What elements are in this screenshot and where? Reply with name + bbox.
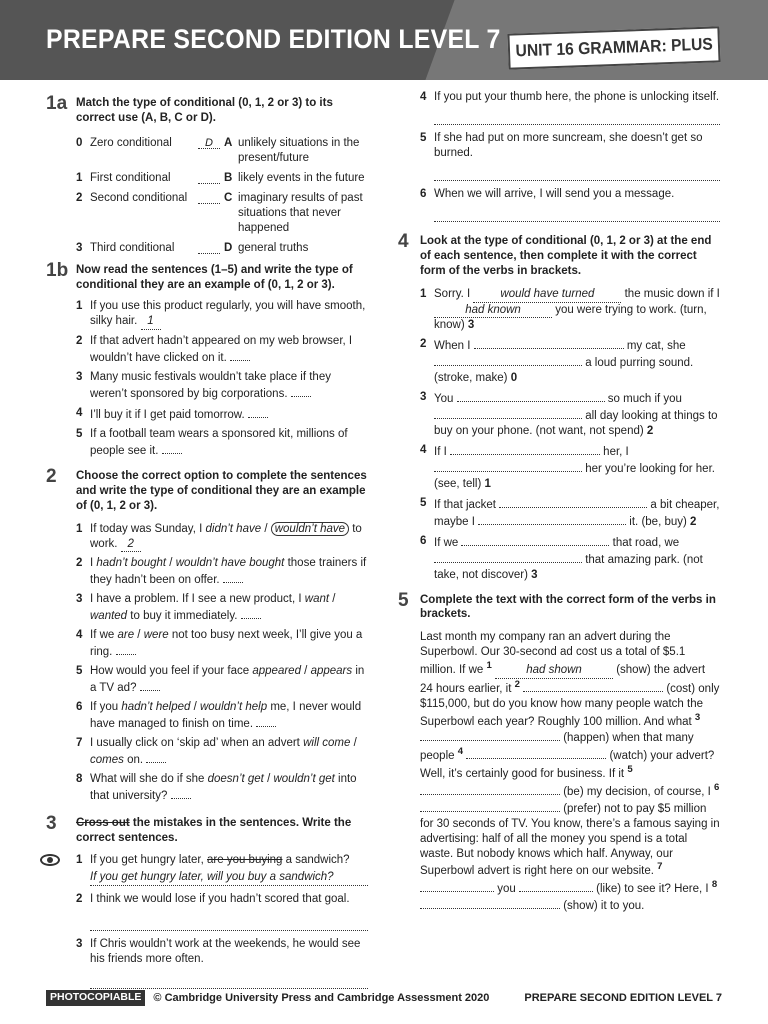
item-text: the music down if I	[621, 287, 720, 300]
text-segment: (prefer) not to pay $5 million for 30 seconds of TV. You know, there’s a famous saying in advertising: half of all the money you spend is a total waste. But nobody knows which half. Anyway, our Superbowl advert is right here on our website.	[420, 802, 720, 878]
item-number: 7	[76, 736, 83, 749]
item-text: you were trying to work. (turn, know)	[434, 303, 707, 332]
answer-blank[interactable]	[223, 571, 243, 583]
item-number: 6	[76, 700, 83, 713]
answer-blank[interactable]: 2	[121, 537, 141, 553]
list-item	[420, 390, 720, 439]
item-text: You	[434, 393, 457, 406]
list-item	[76, 628, 368, 660]
item-text: my cat, she	[623, 340, 686, 353]
answer-line[interactable]	[90, 975, 368, 989]
item-text: in a TV ad?	[90, 665, 365, 694]
text-segment: Last month my company ran an advert during the Superbowl. Our 30-second ad cost us a total of $5.1 million. If we	[420, 631, 686, 677]
list-item	[76, 736, 368, 768]
page-footer	[46, 990, 722, 1006]
match-answer-blank[interactable]: D	[198, 136, 220, 149]
answer-blank[interactable]	[256, 715, 276, 727]
answer-blank[interactable]	[466, 747, 606, 759]
item-text: If that jacket	[434, 498, 500, 511]
gap-number: 1	[486, 660, 492, 672]
answer-blank[interactable]	[434, 460, 582, 472]
item-text: I think we would lose if you hadn’t scored that goal.	[90, 893, 350, 906]
page-header	[0, 0, 768, 80]
answer-line[interactable]	[434, 208, 720, 222]
item-text: I	[90, 557, 97, 570]
option-separator: /	[329, 593, 336, 606]
text-segment: (show) the advert 24 hours earlier, it	[420, 664, 706, 695]
option-1[interactable]: will come	[303, 736, 351, 749]
list-item	[76, 370, 368, 402]
exercise-instruction: Choose the correct option to complete the sentences and write the type of conditional they are an example of (0, 1, 2 or 3).	[76, 469, 367, 512]
list-item	[420, 534, 720, 583]
answer-blank[interactable]	[523, 680, 663, 692]
list-item	[76, 427, 368, 459]
list-item	[76, 937, 368, 989]
item-number: 4	[76, 629, 83, 642]
answer-blank[interactable]	[420, 800, 560, 812]
match-conditional: First conditional	[90, 171, 171, 184]
item-text: If today was Sunday, I	[90, 522, 206, 535]
option-2[interactable]: were	[143, 629, 169, 642]
footer-series-title: PREPARE SECOND EDITION LEVEL 7	[524, 991, 722, 1004]
answer-blank[interactable]	[434, 407, 582, 419]
answer-blank[interactable]	[241, 607, 261, 619]
conditional-type: 0	[510, 372, 518, 385]
item-text: that road, we	[609, 536, 680, 549]
gap-number: 4	[457, 746, 464, 758]
match-answer-blank[interactable]	[198, 241, 220, 254]
option-1[interactable]: didn’t have	[205, 522, 262, 535]
answer-blank[interactable]	[474, 337, 624, 349]
instruction-text: the mistakes in the sentences. Write the correct sentences.	[76, 816, 352, 844]
item-number: 1	[76, 854, 83, 867]
item-number: 5	[420, 131, 427, 144]
item-text: How would you feel if your face	[90, 665, 253, 678]
right-column	[398, 90, 720, 922]
match-letter: D	[224, 241, 233, 254]
item-text: into that university?	[90, 772, 357, 802]
item-text: her, I	[599, 446, 629, 458]
item-number: 6	[420, 187, 427, 200]
exercise-instruction: Now read the sentences (1–5) and write the type of conditional they are an example of (0, 1, 2 or 3).	[76, 264, 353, 292]
item-text: When we will arrive, I will send you a message.	[434, 187, 675, 200]
item-text: a loud purring sound. (stroke, make)	[434, 357, 694, 385]
answer-line[interactable]	[434, 167, 720, 181]
list-item	[76, 334, 368, 366]
match-conditional: Second conditional	[90, 191, 188, 204]
text-segment: (be) my decision, of course, I	[560, 785, 715, 798]
item-number: 5	[420, 496, 427, 509]
match-answer-blank[interactable]	[198, 171, 220, 184]
gap-number: 5	[627, 764, 633, 776]
match-conditional: Zero conditional	[90, 136, 172, 149]
answer-blank[interactable]	[171, 787, 191, 799]
list-item	[76, 664, 368, 696]
option-separator: /	[350, 736, 357, 749]
item-text: on.	[123, 753, 144, 766]
item-text: If a football team wears a sponsored kit, millions of people see it.	[90, 427, 348, 457]
item-number: 2	[420, 338, 427, 351]
match-number: 2	[76, 191, 83, 204]
gap-number: 7	[657, 861, 663, 873]
answer-line[interactable]	[434, 111, 720, 125]
option-separator: /	[134, 629, 144, 642]
item-number: 6	[420, 534, 427, 547]
list-item	[76, 592, 368, 624]
match-row	[76, 136, 368, 166]
item-number: 3	[76, 593, 83, 606]
item-text: so much if you	[604, 393, 682, 406]
answer-blank[interactable]: had shown	[495, 663, 613, 679]
text-segment: (watch) your advert? Well, it’s certainly good for business. If it	[420, 750, 715, 781]
exercise-instruction	[76, 816, 368, 846]
match-description: imaginary results of past situations that never happened	[238, 191, 363, 234]
option-separator: /	[261, 522, 271, 535]
answer-blank[interactable]	[519, 880, 593, 892]
list-item	[420, 287, 720, 334]
item-number: 2	[76, 893, 83, 906]
answer-blank[interactable]	[116, 643, 136, 655]
item-text: If you put your thumb here, the phone is unlocking itself.	[434, 91, 720, 103]
item-text: not too busy next week, I’ll give you a ring.	[90, 629, 363, 659]
unit-label: UNIT 16 GRAMMAR: PLUS	[515, 34, 713, 61]
answer-blank[interactable]	[420, 783, 560, 795]
item-number: 5	[76, 665, 83, 678]
option-separator: /	[166, 557, 176, 570]
conditional-type: 2	[690, 515, 697, 528]
exercise-instruction: Look at the type of conditional (0, 1, 2 or 3) at the end of each sentence, then complete it with the correct form of the verbs in brackets.	[420, 234, 712, 277]
list-item	[420, 131, 720, 181]
exercise-3-continued	[398, 90, 720, 222]
item-number: 2	[76, 557, 83, 570]
item-text: I’ll buy it if I get paid tomorrow.	[90, 408, 245, 421]
answer-blank[interactable]	[420, 897, 560, 909]
answer-blank[interactable]	[420, 880, 494, 892]
list-item	[76, 299, 368, 330]
answer-blank[interactable]: would have turned	[473, 287, 621, 303]
option-1[interactable]: appeared	[252, 665, 301, 678]
answer-blank[interactable]	[248, 406, 268, 418]
exercise-4	[398, 230, 720, 583]
item-text: If we	[90, 629, 118, 642]
item-number: 1	[420, 287, 427, 300]
item-text: If I	[434, 446, 450, 458]
exercise-number: 3	[46, 812, 57, 834]
exercise-3	[46, 812, 368, 990]
conditional-type: 1	[484, 477, 491, 490]
exercise-number: 5	[398, 589, 409, 611]
item-text: those trainers if they hadn’t been on offer.	[90, 557, 367, 587]
item-text: all day looking at things to buy on your phone. (not want, not spend)	[434, 410, 718, 438]
left-column	[46, 93, 368, 997]
answer-blank[interactable]	[230, 349, 250, 361]
list-item	[420, 187, 720, 222]
answer-blank[interactable]	[146, 751, 166, 763]
list-item	[76, 406, 368, 423]
option-1[interactable]: doesn’t get	[207, 772, 264, 785]
item-text: If you use this product regularly, you will have smooth, silky hair.	[90, 300, 366, 328]
option-2[interactable]: wouldn’t have bought	[175, 557, 285, 570]
eye-icon	[40, 854, 60, 866]
instruction-strike: Cross out	[76, 816, 130, 829]
match-row	[76, 171, 368, 186]
list-item	[76, 892, 368, 931]
item-number: 2	[76, 335, 83, 348]
exercise-1a	[46, 93, 368, 255]
list-item	[76, 700, 368, 732]
list-item	[420, 337, 720, 386]
exercise-number: 1a	[46, 93, 68, 114]
item-number: 1	[76, 300, 83, 313]
match-description: likely events in the future	[238, 171, 365, 184]
conditional-type: 3	[531, 568, 538, 581]
item-number: 1	[76, 522, 83, 535]
answer-line[interactable]	[90, 917, 368, 931]
text-segment: (happen) when that many people	[420, 732, 694, 763]
gap-number: 6	[714, 781, 720, 793]
list-item	[420, 496, 720, 530]
answer-blank[interactable]: had known	[434, 303, 552, 319]
answer-blank[interactable]	[450, 443, 600, 455]
match-number: 0	[76, 136, 83, 149]
answer-blank[interactable]	[478, 513, 626, 525]
match-letter: B	[224, 171, 233, 184]
item-number: 3	[76, 371, 83, 384]
item-number: 8	[76, 772, 83, 785]
item-text: Sorry. I	[434, 287, 474, 300]
item-text: it. (be, buy)	[626, 515, 691, 528]
item-number: 3	[76, 938, 83, 951]
item-text: What will she do if she	[90, 772, 208, 785]
item-text: her you’re looking for her. (see, tell)	[434, 462, 715, 490]
option-separator: /	[263, 772, 274, 785]
item-text: a bit cheaper, maybe I	[434, 498, 720, 528]
item-number: 4	[420, 444, 427, 456]
list-item	[420, 443, 720, 492]
answer-blank[interactable]	[434, 551, 582, 563]
gap-number: 3	[694, 711, 701, 723]
option-2[interactable]: appears	[310, 665, 353, 678]
crossed-out-text: are you buying	[207, 854, 283, 867]
list-item	[76, 522, 368, 553]
exercise-instruction: Complete the text with the correct form of the verbs in brackets.	[420, 593, 716, 621]
item-number: 4	[420, 91, 427, 103]
match-row	[76, 191, 368, 236]
option-1[interactable]: hadn’t helped	[121, 700, 191, 713]
answer-blank[interactable]	[457, 390, 605, 402]
gap-number: 8	[711, 879, 718, 891]
conditional-type: 2	[646, 425, 654, 438]
item-text: If you get hungry later,	[90, 854, 207, 867]
unit-label-box	[507, 26, 720, 69]
item-text: I usually click on ‘skip ad’ when an advert	[90, 736, 304, 749]
item-text: a sandwich?	[282, 854, 350, 867]
copyright-text: © Cambridge University Press and Cambridge Assessment 2020	[153, 991, 490, 1004]
exercise-5	[398, 589, 720, 914]
text-segment: (like) to see it? Here, I	[592, 883, 712, 896]
item-text: me, I never would have managed to finish on time.	[90, 700, 362, 730]
answer-blank[interactable]	[291, 385, 311, 397]
page-title: PREPARE SECOND EDITION LEVEL 7	[46, 24, 501, 54]
item-text: When I	[434, 340, 474, 353]
match-letter: C	[224, 191, 233, 204]
option-separator: /	[300, 665, 311, 678]
item-text: that amazing park. (not take, not discover)	[434, 553, 703, 581]
option-2[interactable]: wouldn’t help	[199, 700, 268, 713]
item-text: If she had put on more suncream, she doesn’t get so burned.	[434, 131, 703, 159]
item-text: If that advert hadn’t appeared on my web browser, I wouldn’t have clicked on it.	[90, 335, 353, 365]
text-segment: (show) it to you.	[560, 900, 645, 912]
answer-blank[interactable]: 1	[141, 314, 161, 330]
item-text: If Chris wouldn’t work at the weekends, he would see his friends more often.	[90, 938, 361, 966]
item-text: to work.	[90, 522, 362, 550]
option-1[interactable]: hadn’t bought	[96, 557, 167, 570]
photocopiable-badge: PHOTOCOPIABLE	[46, 990, 145, 1006]
match-conditional: Third conditional	[90, 241, 175, 254]
option-1[interactable]: want	[304, 593, 330, 606]
answer-blank[interactable]	[499, 496, 647, 508]
match-description: unlikely situations in the present/future	[238, 136, 360, 164]
answer-blank[interactable]	[434, 354, 582, 366]
item-text: to buy it immediately.	[127, 610, 238, 623]
exercise-instruction: Match the type of conditional (0, 1, 2 or 3) to its correct use (A, B, C or D).	[76, 97, 333, 124]
exercise-number: 1b	[46, 260, 69, 282]
match-letter: A	[224, 136, 233, 149]
answer-blank[interactable]	[140, 679, 160, 691]
answer-line[interactable]: If you get hungry later, will you buy a sandwich?	[90, 870, 368, 886]
item-number: 3	[420, 391, 427, 404]
match-row	[76, 241, 368, 256]
gap-fill-text	[420, 630, 720, 914]
exercise-2	[46, 465, 368, 804]
option-1[interactable]: are	[117, 629, 135, 642]
answer-blank[interactable]	[420, 729, 560, 741]
list-item	[76, 556, 368, 588]
option-separator: /	[190, 700, 200, 713]
match-number: 3	[76, 241, 83, 254]
item-number: 5	[76, 427, 83, 440]
gap-number: 2	[514, 679, 520, 691]
option-2-circled[interactable]: wouldn’t have	[271, 522, 349, 536]
answer-blank[interactable]	[162, 442, 182, 454]
answer-blank[interactable]	[461, 534, 609, 546]
option-2[interactable]: wouldn’t get	[273, 772, 335, 785]
text-segment: you	[494, 883, 519, 896]
item-text: Many music festivals wouldn’t take place if they weren’t sponsored by big corporations.	[90, 371, 331, 400]
item-number: 4	[76, 406, 83, 419]
item-text: If you	[90, 700, 122, 713]
option-2[interactable]: comes	[90, 753, 124, 766]
match-number: 1	[76, 171, 83, 184]
text-segment: (cost) only $115,000, but do you know how many people watch the Superbowl each year? Roughly 100 million. And what	[420, 682, 720, 728]
exercise-number: 4	[398, 230, 409, 252]
list-item	[76, 772, 368, 804]
match-description: general truths	[238, 241, 309, 254]
option-2[interactable]: wanted	[90, 610, 128, 623]
exercise-1b	[46, 260, 368, 458]
list-item	[76, 853, 368, 886]
conditional-type: 3	[467, 319, 475, 332]
item-text: I have a problem. If I see a new product, I	[90, 593, 305, 606]
exercise-number: 2	[46, 465, 57, 487]
item-text: If we	[434, 536, 462, 549]
match-answer-blank[interactable]	[198, 191, 220, 204]
list-item	[420, 90, 720, 125]
